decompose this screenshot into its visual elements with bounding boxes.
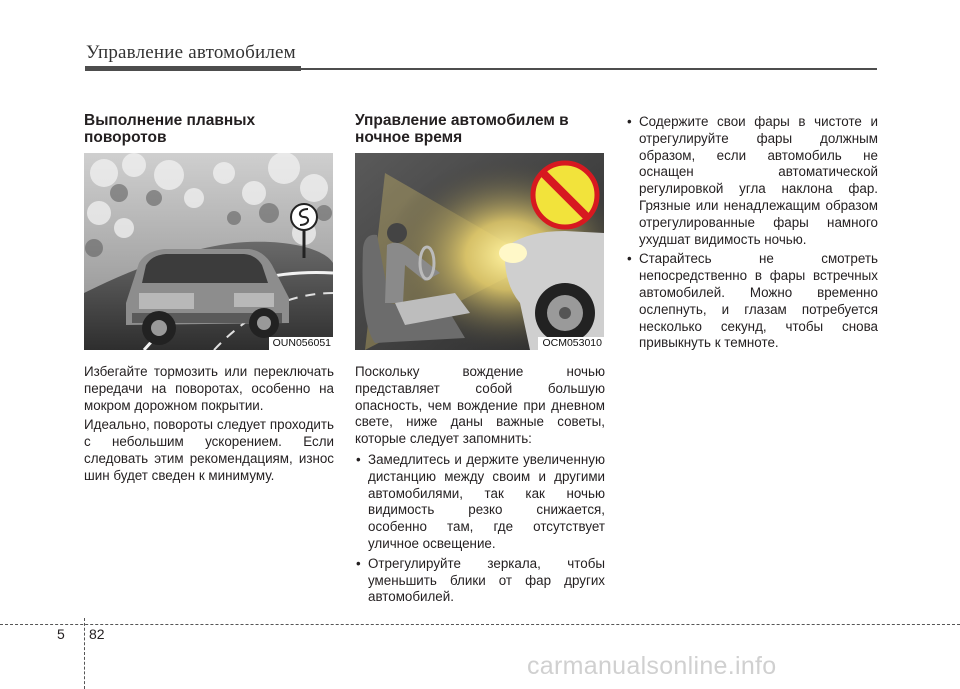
- page-number: 82: [89, 626, 105, 642]
- watermark: carmanualsonline.info: [527, 652, 777, 680]
- footer-rule: [0, 624, 960, 625]
- header-rule-thin: [301, 68, 877, 70]
- chapter-title: Управление автомобилем: [86, 42, 296, 63]
- chapter-number: 5: [57, 626, 65, 642]
- section-smooth-turns: [84, 112, 334, 485]
- paragraph: Идеально, повороты следует проходить с небольшим ускорением. Если следовать этим рекомендациям, износ шин будет сведен к минимуму.: [84, 417, 334, 483]
- section-night-driving-continued: [626, 114, 878, 355]
- paragraph: Поскольку вождение ночью представляет собой большую опасность, чем вождение при дневном свете, ниже даны важные советы, которые следует запомнить:: [355, 364, 605, 447]
- footer-divider: [84, 618, 85, 689]
- bullet-list: [355, 452, 605, 606]
- section-title-night-driving: Управление автомобилем в ночное время: [355, 112, 569, 146]
- list-item: • Старайтесь не смотреть непосредственно в фары встречных автомобилей. Можно временно ослепнуть, и глазам потребуется несколько секунд, чтобы снова привыкнуть к темноте.: [626, 251, 878, 352]
- night-glare-illustration: [355, 153, 604, 350]
- figure-car-on-curve: [84, 153, 333, 350]
- list-item: • Содержите свои фары в чистоте и отрегулируйте фары должным образом, если автомобиль не оснащен автоматической регулировкой угла наклона фар. Грязные или ненадлежащим образом отрегулированные фары намного ухудшат видимость ночью.: [626, 114, 878, 248]
- section-night-driving: [355, 112, 605, 609]
- list-item: • Замедлитесь и держите увеличенную дистанцию между своим и другими автомобилями, так как ночью видимость резко снижается, особенно там, где отсутствует уличное освещение.: [355, 452, 605, 553]
- figure-code: OUN056051: [269, 337, 333, 350]
- section-title-smooth-turns: Выполнение плавных поворотов: [84, 112, 256, 146]
- figure-code: OCM053010: [538, 337, 604, 350]
- bullet-list: [626, 114, 878, 352]
- car-on-curve-illustration: [84, 153, 333, 350]
- figure-night-glare: [355, 153, 604, 350]
- paragraph: Избегайте тормозить или переключать передачи на поворотах, особенно на мокром дорожном покрытии.: [84, 364, 334, 413]
- header-rule-thick: [85, 66, 301, 71]
- list-item: • Отрегулируйте зеркала, чтобы уменьшить блики от фар других автомобилей.: [355, 556, 605, 606]
